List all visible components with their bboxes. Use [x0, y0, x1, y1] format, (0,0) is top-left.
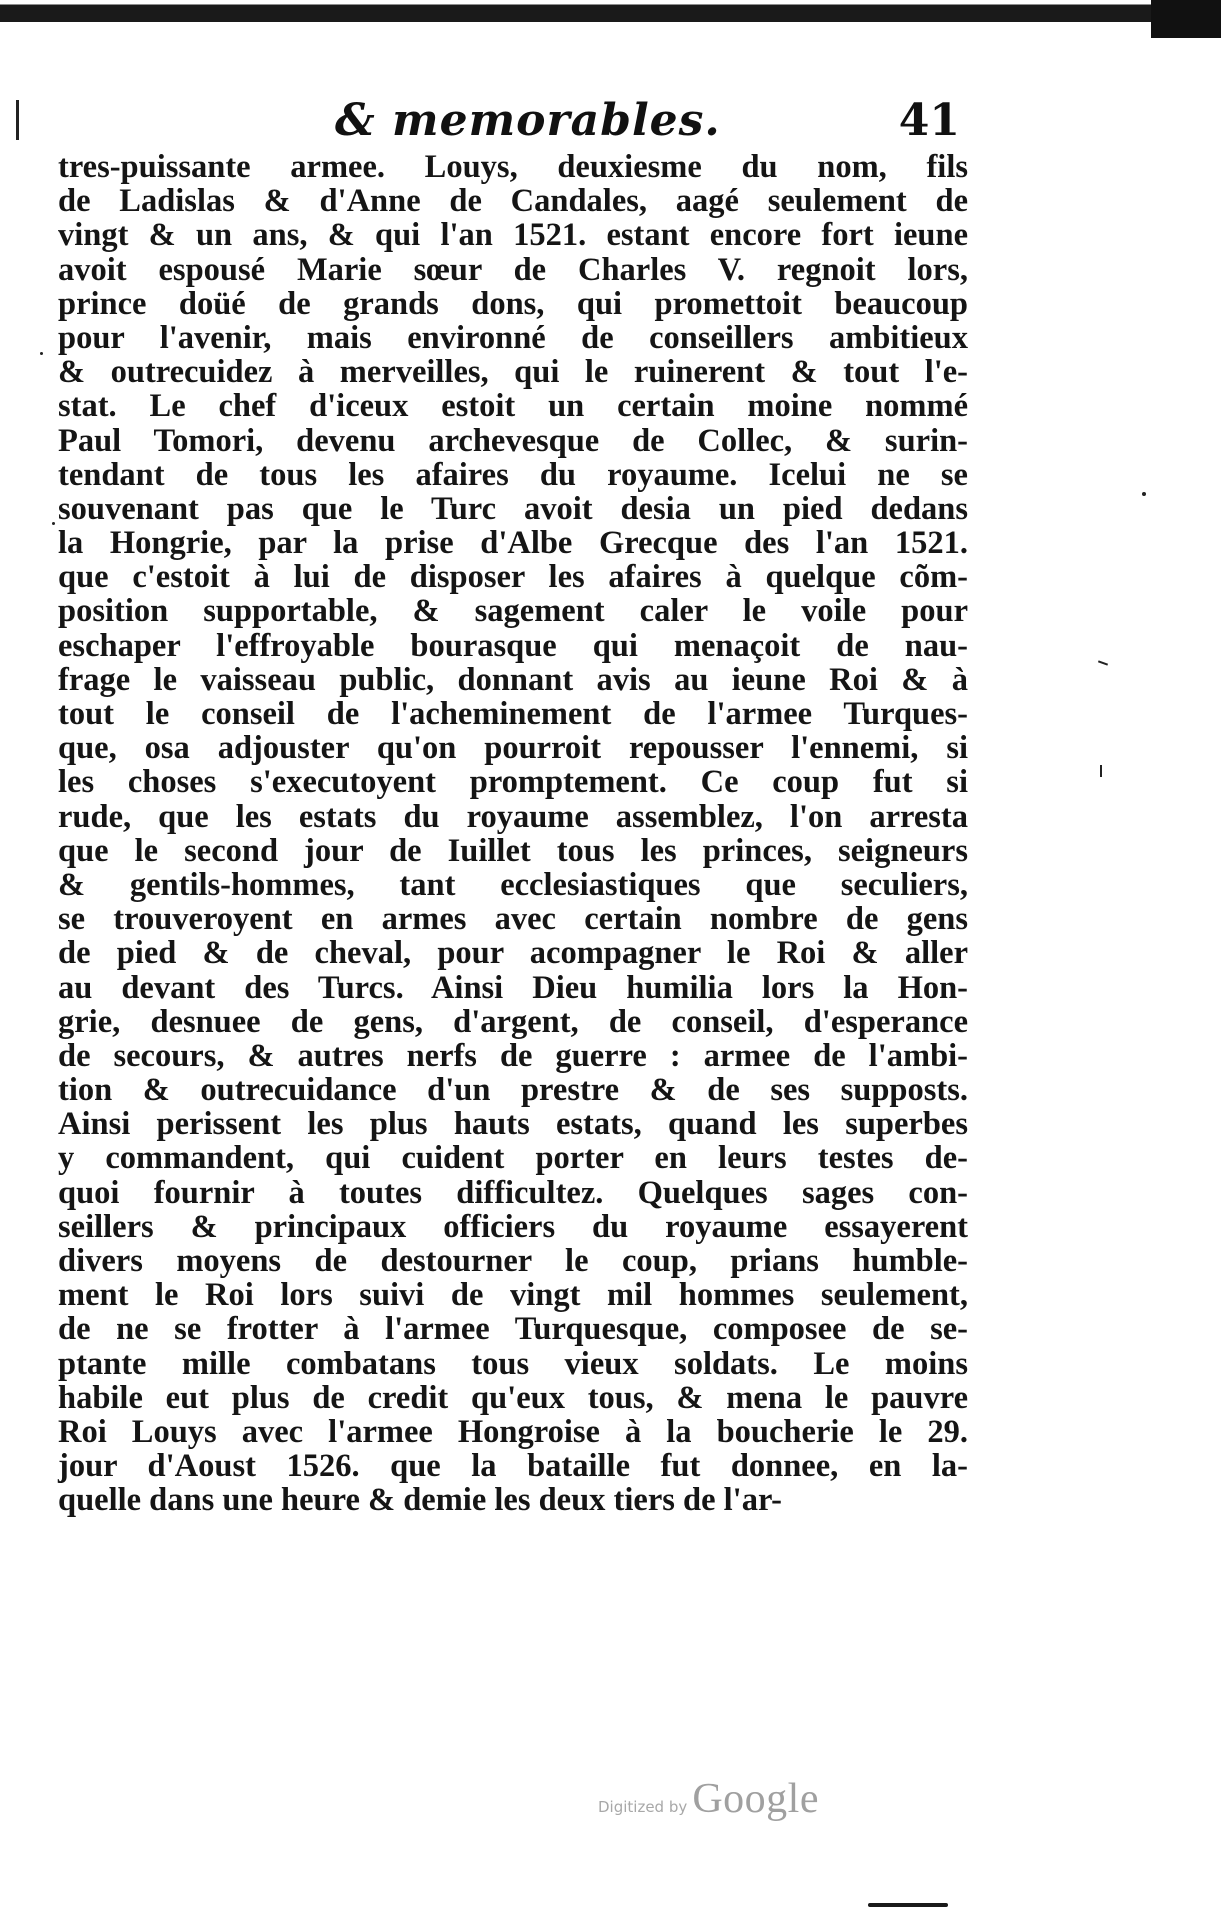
scan-speck — [1142, 492, 1146, 496]
text-line: que c'estoit à lui de disposer les afaires à quelque cõm- — [58, 559, 968, 596]
text-line: position supportable, & sagement caler le voile pour — [58, 593, 968, 630]
text-line: de pied & de cheval, pour acompagner le Roi & aller — [58, 935, 968, 972]
text-line: Paul Tomori, devenu archevesque de Collec, & surin- — [58, 422, 968, 459]
text-line: la Hongrie, par la prise d'Albe Grecque des l'an 1521. — [58, 525, 968, 562]
text-line: Ainsi perissent les plus hauts estats, quand les superbes — [58, 1106, 968, 1143]
text-line: tendant de tous les afaires du royaume. Icelui ne se — [58, 456, 968, 493]
text-line: quelle dans une heure & demie les deux tiers de l'ar- — [58, 1482, 782, 1519]
digitized-watermark — [598, 1775, 819, 1823]
text-line: se trouveroyent en armes avec certain nombre de gens — [58, 901, 968, 938]
scan-speck — [1100, 765, 1102, 777]
text-line: & gentils-hommes, tant ecclesiastiques que seculiers, — [58, 866, 968, 903]
text-line: rude, que les estats du royaume assemblez, l'on arresta — [58, 798, 968, 835]
text-line: souvenant pas que le Turc avoit desia un pied dedans — [58, 490, 968, 527]
text-line: avoit espousé Marie sœur de Charles V. regnoit lors, — [58, 251, 968, 288]
text-line: quoi fournir à toutes difficultez. Quelques sages con- — [58, 1174, 968, 1211]
text-line: stat. Le chef d'iceux estoit un certain moine nommé — [58, 388, 968, 425]
text-line: les choses s'executoyent promptement. Ce coup fut si — [58, 764, 968, 801]
text-line: ptante mille combatans tous vieux soldats. Le moins — [58, 1345, 968, 1382]
text-line: divers moyens de destourner le coup, prians humble- — [58, 1243, 968, 1279]
text-line: & outrecuidez à merveilles, qui le ruinerent & tout l'e- — [58, 354, 968, 391]
text-line: vingt & un ans, & qui l'an 1521. estant encore fort ieune — [58, 217, 968, 254]
text-line: de Ladislas & d'Anne de Candales, aagé seulement de — [58, 183, 968, 220]
text-line: tion & outrecuidance d'un prestre & de ses supposts. — [58, 1072, 968, 1109]
scan-speck — [52, 522, 55, 525]
scan-speck — [1098, 660, 1108, 665]
text-line: tres-puissante armee. Louys, deuxiesme du nom, fils — [58, 149, 968, 185]
scan-top-edge — [0, 0, 1221, 22]
page-header — [60, 95, 960, 155]
text-line: seillers & principaux officiers du royaume essayerent — [58, 1208, 968, 1245]
watermark-brand: Google — [692, 1776, 819, 1822]
body-text — [58, 150, 968, 1518]
scan-margin-mark — [16, 100, 19, 140]
scan-bottom-mark — [868, 1903, 948, 1907]
text-line: ment le Roi lors suivi de vingt mil hommes seulement, — [58, 1277, 968, 1314]
text-line: jour d'Aoust 1526. que la bataille fut donnee, en la- — [58, 1448, 968, 1485]
text-line: eschaper l'effroyable bourasque qui menaçoit de nau- — [58, 627, 968, 664]
text-line: prince doüé de grands dons, qui promettoit beaucoup — [58, 285, 968, 322]
text-line: de ne se frotter à l'armee Turquesque, composee de se- — [58, 1311, 968, 1348]
text-line: Roi Louys avec l'armee Hongroise à la boucherie le 29. — [58, 1413, 968, 1450]
text-line: frage le vaisseau public, donnant avis au ieune Roi & à — [58, 661, 968, 698]
text-line: au devant des Turcs. Ainsi Dieu humilia lors la Hon- — [58, 969, 968, 1006]
watermark-prefix: Digitized by — [598, 1798, 688, 1816]
text-line: de secours, & autres nerfs de guerre : armee de l'ambi- — [58, 1037, 968, 1074]
text-line: grie, desnuee de gens, d'argent, de conseil, d'esperance — [58, 1003, 968, 1040]
scan-corner-shadow — [1151, 0, 1221, 38]
text-line: tout le conseil de l'acheminement de l'armee Turques- — [58, 696, 968, 732]
running-title: & memorables. — [335, 95, 721, 146]
scan-speck — [40, 352, 43, 355]
text-line: pour l'avenir, mais environné de conseillers ambitieux — [58, 319, 968, 356]
text-line: que le second jour de Iuillet tous les princes, seigneurs — [58, 832, 968, 869]
text-line: que, osa adjouster qu'on pourroit repousser l'ennemi, si — [58, 730, 968, 767]
text-line: habile eut plus de credit qu'eux tous, & mena le pauvre — [58, 1379, 968, 1416]
text-line: y commandent, qui cuident porter en leurs testes de- — [58, 1140, 968, 1177]
page-number: 41 — [898, 95, 960, 146]
